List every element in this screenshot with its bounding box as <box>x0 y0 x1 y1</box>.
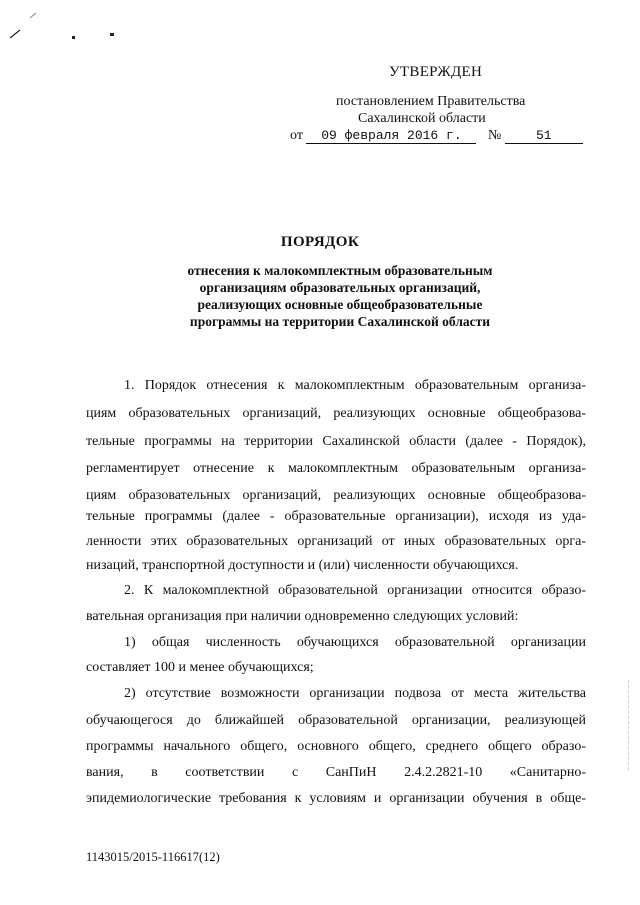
body-line: низаций, транспортной доступности и (или) численности обучающихся. <box>86 558 519 573</box>
approval-date-number <box>290 128 583 144</box>
document-code: 1143015/2015-116617(12) <box>86 850 220 864</box>
approval-title: УТВЕРЖДЕН <box>389 64 483 80</box>
body-line: вания, в соответствии с СанПиН 2.4.2.2821-10 «Санитарно- <box>86 765 586 780</box>
document-title: ПОРЯДОК <box>280 234 360 250</box>
scan-marks <box>0 0 140 50</box>
body-line: программы начального общего, основного общего, среднего общего образо- <box>86 739 586 754</box>
subtitle-line: отнесения к малокомплектным образовательным <box>187 263 493 278</box>
body-line: тельные программы на территории Сахалинской области (далее - Порядок), <box>86 434 586 449</box>
number-label: № <box>487 128 502 143</box>
document-subtitle <box>150 262 530 330</box>
subtitle-line: организациям образовательных организаций, <box>199 280 481 295</box>
from-label: от <box>290 128 303 143</box>
body-line: составляет 100 и менее обучающихся; <box>86 660 314 675</box>
body-line: регламентирует отнесение к малокомплектным образовательным организа- <box>86 461 586 476</box>
approval-line-2: Сахалинской области <box>358 111 486 126</box>
body-line: обучающегося до ближайшей образовательной организации, реализующей <box>86 713 586 728</box>
body-line: 2. К малокомплектной образовательной организации относится образо- <box>124 583 586 598</box>
body-line: 2) отсутствие возможности организации подвоза от места жительства <box>124 686 586 701</box>
scan-edge-mark <box>628 680 630 770</box>
body-line: эпидемиологические требования к условиям и организации обучения в обще- <box>86 791 586 806</box>
subtitle-line: программы на территории Сахалинской области <box>189 314 491 329</box>
approval-line-1: постановлением Правительства <box>336 94 526 109</box>
body-line: 1) общая численность обучающихся образовательной организации <box>124 635 586 650</box>
subtitle-line: реализующих основные общеобразовательные <box>197 297 483 312</box>
approval-number: 51 <box>505 128 583 144</box>
approval-date: 09 февраля 2016 г. <box>306 128 476 144</box>
body-line: циям образовательных организаций, реализующих основные общеобразова- <box>86 488 586 503</box>
body-line: циям образовательных организаций, реализующих основные общеобразова- <box>86 406 586 421</box>
body-line: вательная организация при наличии одновременно следующих условий: <box>86 609 519 624</box>
body-line: тельные программы (далее - образовательные организации), исходя из уда- <box>86 509 586 524</box>
body-line: ленности этих образовательных организаций от иных образовательных орга- <box>86 534 586 549</box>
body-line: 1. Порядок отнесения к малокомплектным образовательным организа- <box>124 378 586 393</box>
